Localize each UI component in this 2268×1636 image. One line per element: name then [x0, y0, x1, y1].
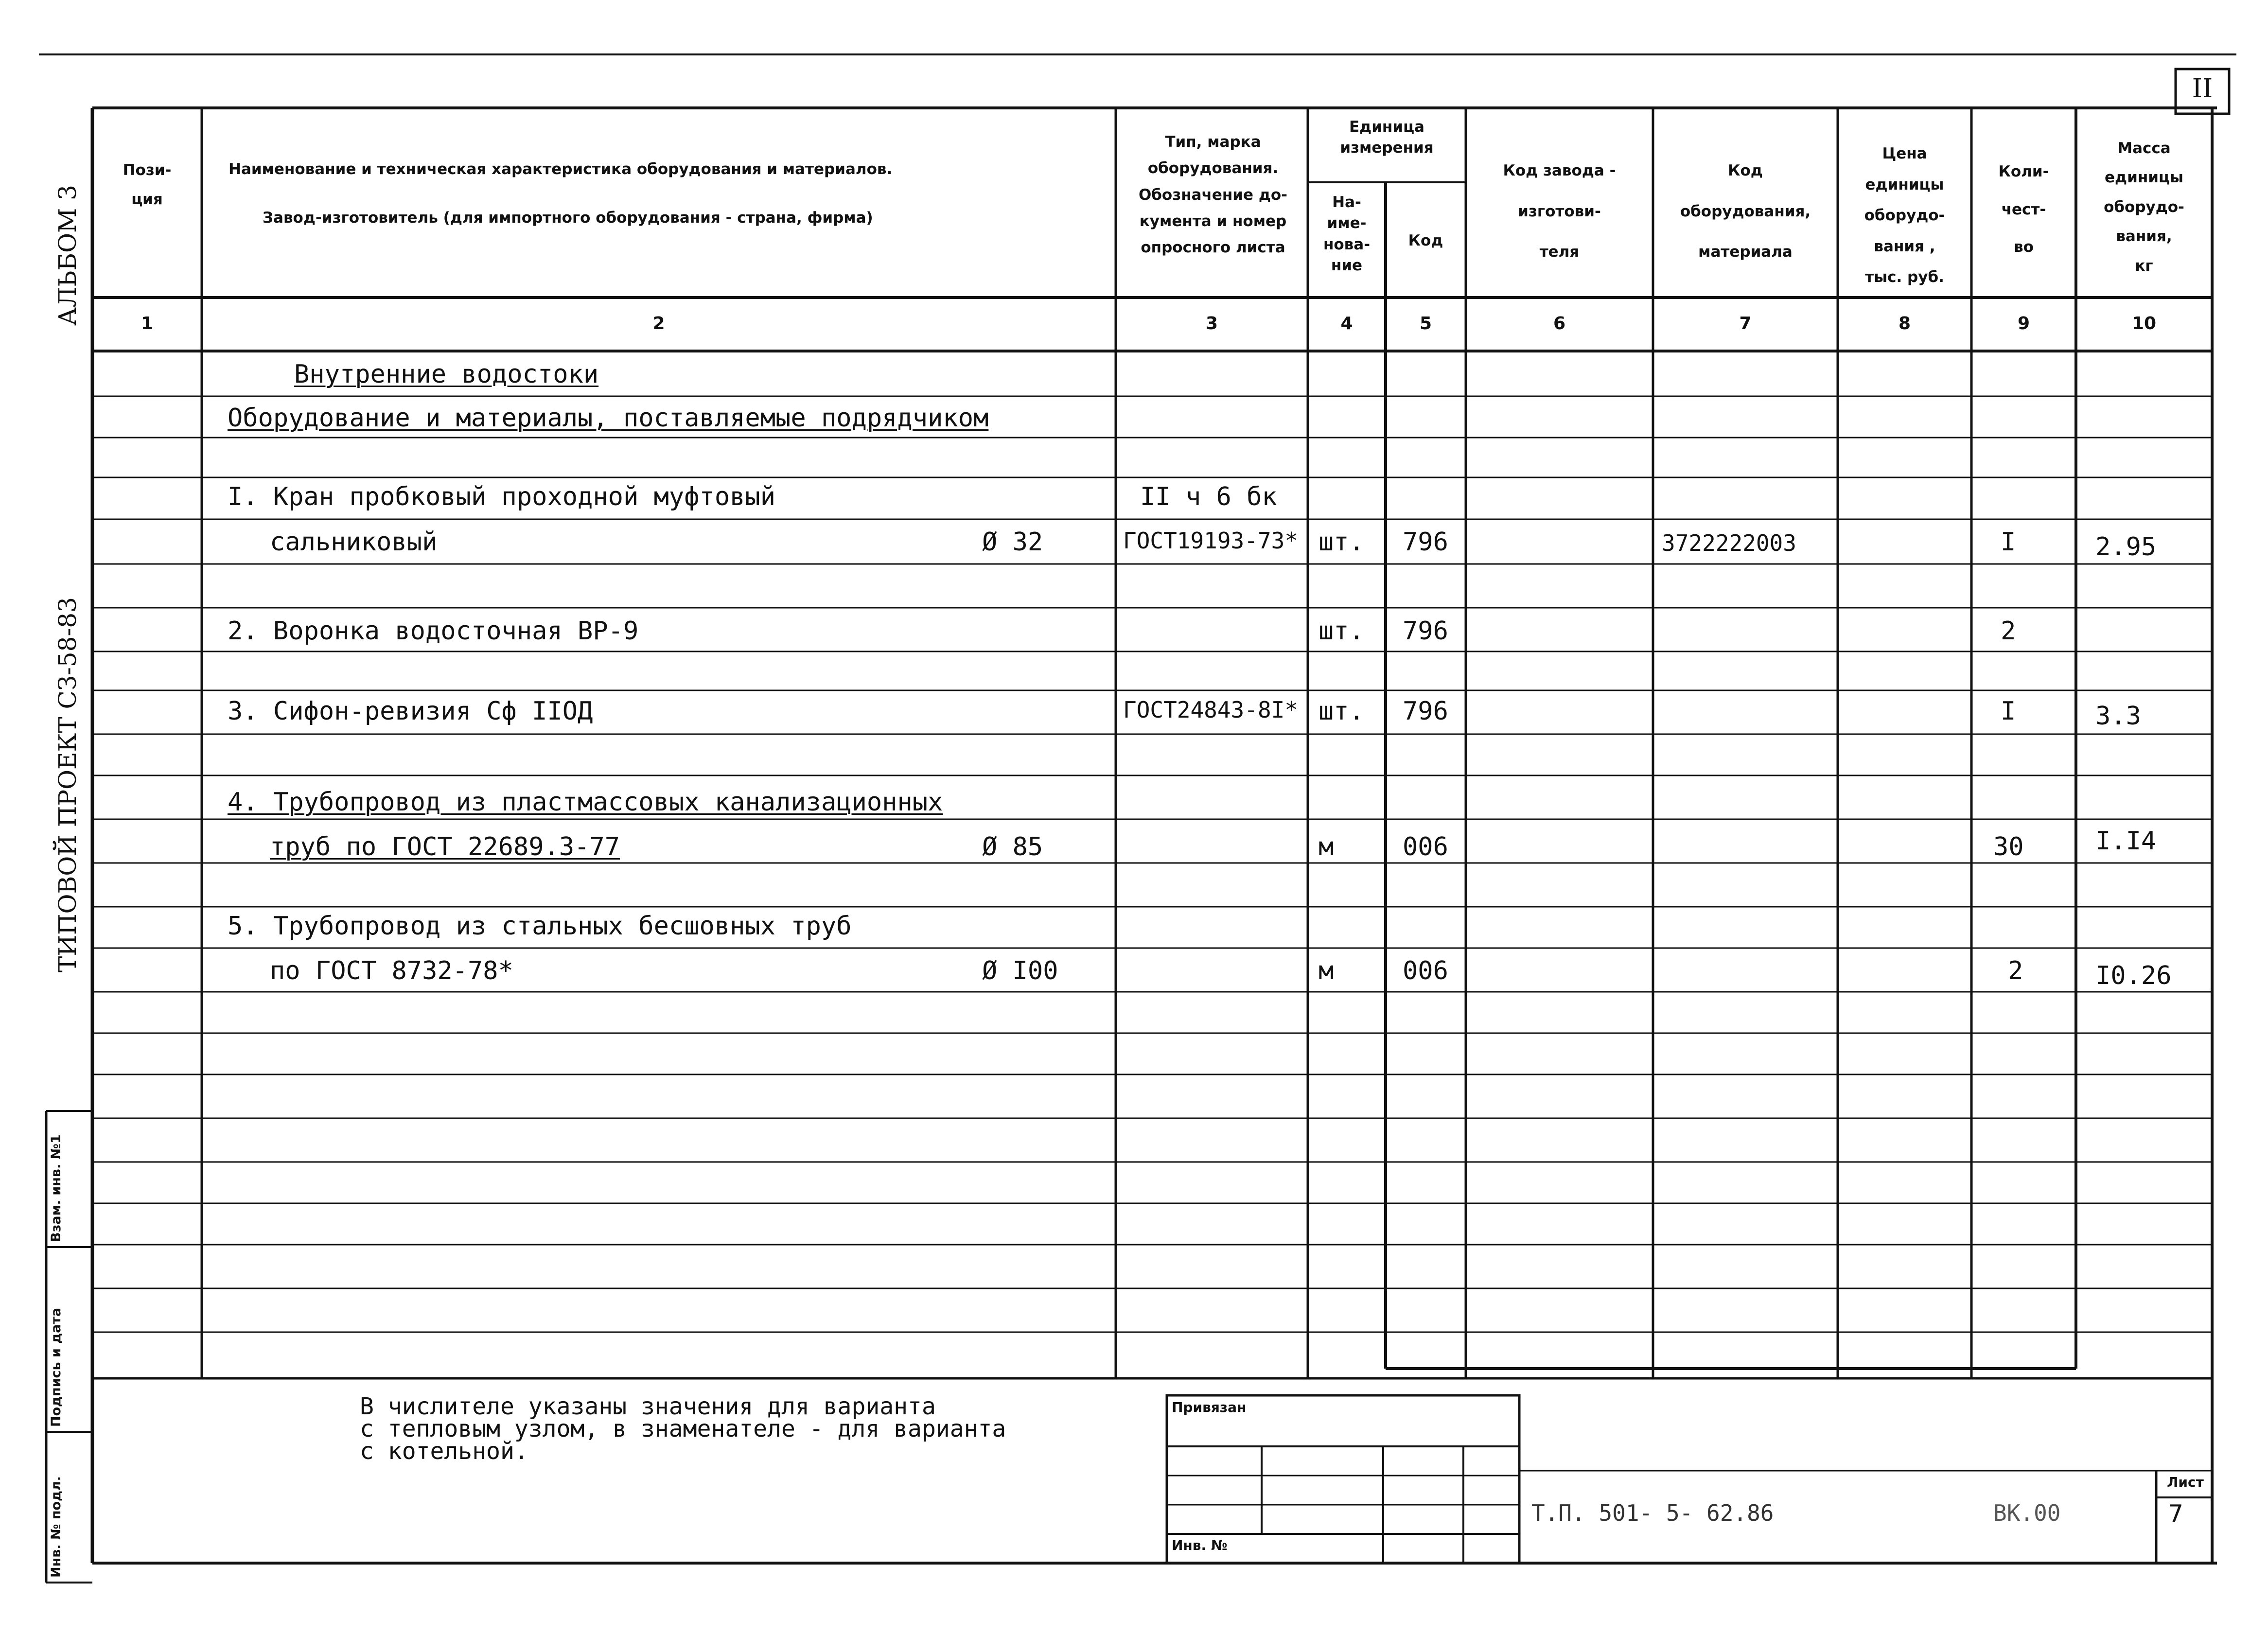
- item-1-type-line2: ГОСТ19193-73*: [1123, 528, 1299, 554]
- footnote: В числителе указаны значения для варианта с тепловым узлом, в знаменателе - для варианта с котельной.: [360, 1393, 1006, 1465]
- col-number-1: 1: [141, 314, 154, 334]
- item-1-mass: 2.95: [2095, 532, 2157, 562]
- item-1-unit-code: 796: [1403, 528, 1448, 557]
- header-type: Тип, марка оборудования. Обозначение до- кумента и номер опросного листа: [1138, 133, 1288, 256]
- project-label: ТИПОВОЙ ПРОЕКТ СЗ-58-83: [53, 597, 82, 972]
- item-3-name: 3. Сифон-ревизия Сф IIОД: [228, 697, 593, 726]
- col-number-10: 10: [2131, 314, 2157, 334]
- header-equipment-code: Код оборудования, материала: [1680, 162, 1811, 261]
- item-2-unit: шт.: [1319, 616, 1364, 646]
- col-number-3: 3: [1205, 314, 1218, 334]
- item-2-quantity: 2: [2001, 616, 2016, 646]
- header-factory-code: Код завода - изготови- теля: [1503, 162, 1616, 261]
- col-number-7: 7: [1739, 314, 1752, 334]
- item-1-type-line1: II ч 6 бк: [1140, 482, 1277, 511]
- item-2-unit-code: 796: [1403, 616, 1448, 646]
- item-2-name: 2. Воронка водосточная ВР-9: [228, 616, 639, 646]
- stamp-field-replace: Взам. инв. №1: [49, 1134, 64, 1242]
- stamp-bound-label: Привязан: [1172, 1399, 1247, 1415]
- item-5-name-line1: 5. Трубопровод из стальных бесшовных труб: [228, 912, 852, 941]
- item-5-mass: I0.26: [2095, 961, 2172, 990]
- album-label: АЛЬБОМ 3: [53, 185, 82, 326]
- header-name-line1: Наименование и техническая характеристика оборудования и материалов.: [229, 160, 893, 178]
- item-4-unit: м: [1319, 832, 1334, 862]
- item-3-mass: 3.3: [2095, 702, 2141, 731]
- header-price: Цена единицы оборудо- вания , тыс. руб.: [1864, 145, 1945, 286]
- subsection-title: Оборудование и материалы, поставляемые подрядчиком: [228, 404, 989, 433]
- stamp-field-inv: Инв. № подл.: [49, 1476, 64, 1578]
- col-number-9: 9: [2017, 314, 2030, 334]
- stamp-sheet-label: Лист: [2167, 1474, 2204, 1490]
- header-unit-name: На- име- нова- ние: [1323, 194, 1371, 275]
- item-5-quantity: 2: [2008, 956, 2023, 985]
- item-5-name-line2: по ГОСТ 8732-78*: [270, 956, 513, 985]
- item-3-quantity: I: [2001, 697, 2016, 726]
- item-3-unit: шт.: [1319, 697, 1364, 726]
- item-3-type: ГОСТ24843-8I*: [1123, 697, 1299, 723]
- col-number-4: 4: [1340, 314, 1353, 334]
- stamp-field-signature: Подпись и дата: [49, 1307, 64, 1427]
- item-1-name-line2: сальниковый: [270, 528, 438, 557]
- item-5-unit-code: 006: [1403, 956, 1448, 985]
- item-1-quantity: I: [2001, 528, 2016, 557]
- header-position: Пози- ция: [123, 161, 172, 209]
- stamp-sheet-value: 7: [2168, 1500, 2183, 1528]
- item-4-name-line1: 4. Трубопровод из пластмассовых канализационных: [228, 788, 943, 817]
- item-1-material-code: 3722222003: [1662, 530, 1796, 556]
- col-number-8: 8: [1898, 314, 1911, 334]
- item-4-name-line2: труб по ГОСТ 22689.3-77: [270, 832, 620, 862]
- item-3-unit-code: 796: [1403, 697, 1448, 726]
- item-1-name-line1: I. Кран пробковый проходной муфтовый: [228, 482, 776, 511]
- item-4-unit-code: 006: [1403, 832, 1448, 862]
- item-5-diameter: Ø I00: [982, 956, 1058, 985]
- item-1-unit: шт.: [1319, 528, 1364, 557]
- item-1-diameter: Ø 32: [982, 528, 1043, 557]
- stamp-mark: ВК.00: [1993, 1500, 2061, 1526]
- sheet-number: II: [2192, 73, 2213, 104]
- item-4-quantity: 30: [1993, 832, 2024, 862]
- col-number-5: 5: [1419, 314, 1432, 334]
- item-4-diameter: Ø 85: [982, 832, 1043, 862]
- header-unit: Единица измерения: [1340, 118, 1434, 157]
- header-mass: Масса единицы оборудо- вания, кг: [2104, 140, 2184, 275]
- item-5-unit: м: [1319, 956, 1334, 985]
- header-quantity: Коли- чест- во: [1998, 163, 2049, 256]
- col-number-2: 2: [652, 314, 665, 334]
- col-number-6: 6: [1553, 314, 1566, 334]
- item-4-mass: I.I4: [2095, 827, 2157, 856]
- stamp-doc-code: Т.П. 501- 5- 62.86: [1531, 1500, 1774, 1526]
- section-title: Внутренние водостоки: [294, 360, 599, 389]
- stamp-inv-label: Инв. №: [1172, 1537, 1228, 1553]
- header-unit-code: Код: [1408, 232, 1443, 249]
- header-name-line2: Завод-изготовитель (для импортного оборудования - страна, фирма): [263, 209, 873, 227]
